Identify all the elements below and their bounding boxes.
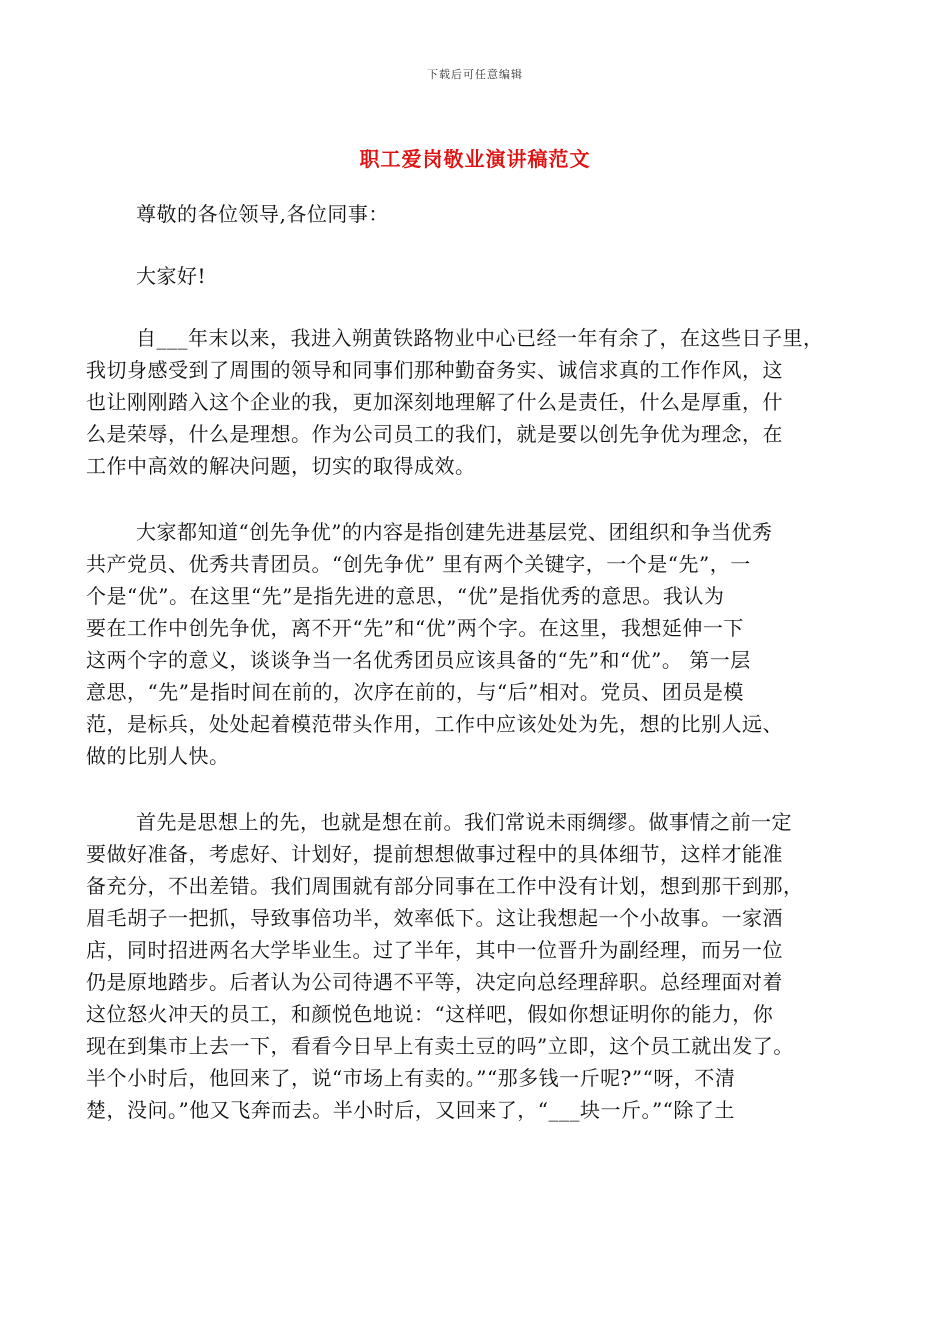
paragraph-1-line: 我切身感受到了周围的领导和同事们那种勤奋务实、诚信求真的工作作风，这: [86, 358, 783, 382]
paragraph-2-line: 意思，“先”是指时间在前的，次序在前的，与“后”相对。党员、团员是模: [86, 680, 744, 704]
paragraph-3-line: 店，同时招进两名大学毕业生。过了半年，其中一位晋升为副经理，而另一位: [86, 938, 783, 962]
document-title: 职工爱岗敬业演讲稿范文: [359, 147, 591, 171]
paragraph-2-line: 要在工作中创先争优，离不开“先”和“优”两个字。在这里，我想延伸一下: [86, 616, 744, 640]
paragraph-3-line: 要做好准备，考虑好、计划好，提前想想做事过程中的具体细节，这样才能准: [86, 842, 783, 866]
paragraph-1-line: 自___年末以来，我进入朔黄铁路物业中心已经一年有余了，在这些日子里，: [136, 326, 824, 350]
paragraph-2-line: 做的比别人快。: [86, 744, 230, 768]
paragraph-2-line: 范，是标兵，处处起着模范带头作用，工作中应该处处为先，想的比别人远、: [86, 712, 783, 736]
greeting: 大家好!: [136, 264, 207, 288]
paragraph-3-line: 首先是思想上的先，也就是想在前。我们常说未雨绸缪。做事情之前一定: [136, 810, 792, 834]
paragraph-1-line: 么是荣辱，什么是理想。作为公司员工的我们，就是要以创先争优为理念，在: [86, 422, 783, 446]
paragraph-3-line: 仍是原地踏步。后者认为公司待遇不平等，决定向总经理辞职。总经理面对着: [86, 970, 783, 994]
paragraph-2-line: 共产党员、优秀共青团员。“创先争优” 里有两个关键字，一个是“先”，一: [86, 552, 751, 576]
paragraph-3-line: 这位怒火冲天的员工，和颜悦色地说：“这样吧，假如你想证明你的能力，你: [86, 1002, 774, 1026]
salutation: 尊敬的各位领导,各位同事：: [136, 202, 389, 226]
paragraph-3-line: 半个小时后，他回来了，说“市场上有卖的。”“那多钱一斤呢?”“呀，不清: [86, 1066, 736, 1090]
paragraph-1-line: 也让刚刚踏入这个企业的我，更加深刻地理解了什么是责任，什么是厚重，什: [86, 390, 783, 414]
paragraph-2-line: 这两个字的意义，谈谈争当一名优秀团员应该具备的“先”和“优”。 第一层: [86, 648, 751, 672]
paragraph-3-line: 眉毛胡子一把抓，导致事倍功半，效率低下。这让我想起一个小故事。一家酒: [86, 906, 783, 930]
paragraph-3-line: 现在到集市上去一下，看看今日早上有卖土豆的吗”立即，这个员工就出发了。: [86, 1034, 794, 1058]
paragraph-1-line: 工作中高效的解决问题，切实的取得成效。: [86, 454, 476, 478]
header-note: 下载后可任意编辑: [427, 68, 523, 81]
paragraph-2-line: 个是“优”。在这里“先”是指先进的意思，“优”是指优秀的意思。我认为: [86, 584, 725, 608]
paragraph-3-line: 备充分，不出差错。我们周围就有部分同事在工作中没有计划，想到那干到那，: [86, 874, 804, 898]
paragraph-3-line: 楚，没问。”他又飞奔而去。半小时后，又回来了，“___块一斤。”“除了土: [86, 1098, 735, 1122]
paragraph-2-line: 大家都知道“创先争优”的内容是指创建先进基层党、团组织和争当优秀: [136, 520, 773, 544]
